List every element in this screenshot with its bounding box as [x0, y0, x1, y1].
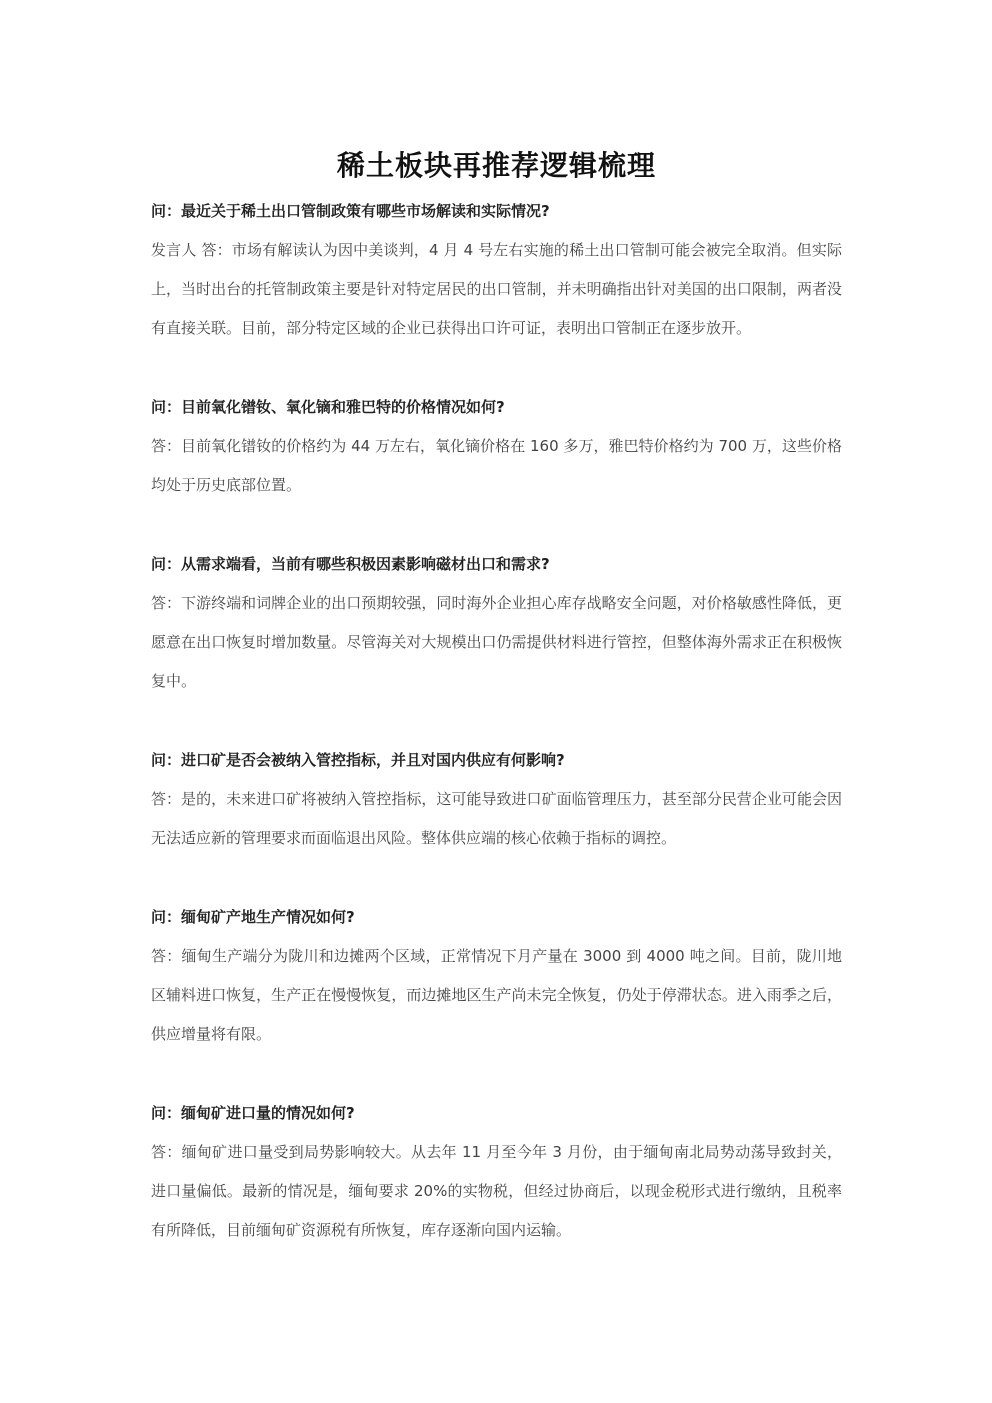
- document-title: 稀土板块再推荐逻辑梳理: [336, 149, 656, 182]
- qa-section-1: [151, 192, 842, 348]
- answer-text: 发言人 答：市场有解读认为因中美谈判，4 月 4 号左右实施的稀土出口管制可能会被完全取消。但实际上，当时出台的托管制政策主要是针对特定居民的出口管制，并未明确指出针对美国的出口限制，两者没有直接关联。目前，部分特定区域的企业已获得出口许可证，表明出口管制正在逐步放开。: [151, 241, 842, 337]
- question-text: 问：缅甸矿产地生产情况如何?: [151, 908, 355, 926]
- qa-section-6: [151, 1094, 842, 1250]
- question-text: 问：缅甸矿进口量的情况如何?: [151, 1104, 355, 1122]
- answer-text: 答：是的，未来进口矿将被纳入管控指标，这可能导致进口矿面临管理压力，甚至部分民营企业可能会因无法适应新的管理要求而面临退出风险。整体供应端的核心依赖于指标的调控。: [151, 790, 842, 847]
- question-text: 问：目前氧化镨钕、氧化镝和雅巴特的价格情况如何?: [151, 398, 505, 416]
- answer-text: 答：下游终端和词牌企业的出口预期较强，同时海外企业担心库存战略安全问题，对价格敏感性降低，更愿意在出口恢复时增加数量。尽管海关对大规模出口仍需提供材料进行管控，但整体海外需求正在积极恢复中。: [151, 594, 842, 690]
- qa-section-2: [151, 388, 842, 505]
- qa-section-4: [151, 741, 842, 858]
- qa-section-5: [151, 898, 842, 1054]
- question-text: 问：最近关于稀土出口管制政策有哪些市场解读和实际情况?: [151, 202, 550, 220]
- answer-text: 答：缅甸矿进口量受到局势影响较大。从去年 11 月至今年 3 月份，由于缅甸南北局势动荡导致封关，进口量偏低。最新的情况是，缅甸要求 20%的实物税，但经过协商后，以现金税形式进行缴纳，且税率有所降低，目前缅甸矿资源税有所恢复，库存逐渐向国内运输。: [151, 1143, 842, 1239]
- answer-text: 答：缅甸生产端分为陇川和边摊两个区域，正常情况下月产量在 3000 到 4000 吨之间。目前，陇川地区辅料进口恢复，生产正在慢慢恢复，而边摊地区生产尚未完全恢复，仍处于停滞状态。进入雨季之后，供应增量将有限。: [151, 947, 842, 1043]
- qa-section-3: [151, 545, 842, 701]
- question-text: 问：进口矿是否会被纳入管控指标，并且对国内供应有何影响?: [151, 751, 565, 769]
- question-text: 问：从需求端看，当前有哪些积极因素影响磁材出口和需求?: [151, 555, 550, 573]
- answer-text: 答：目前氧化镨钕的价格约为 44 万左右，氧化镝价格在 160 多万，雅巴特价格约为 700 万，这些价格均处于历史底部位置。: [151, 437, 842, 494]
